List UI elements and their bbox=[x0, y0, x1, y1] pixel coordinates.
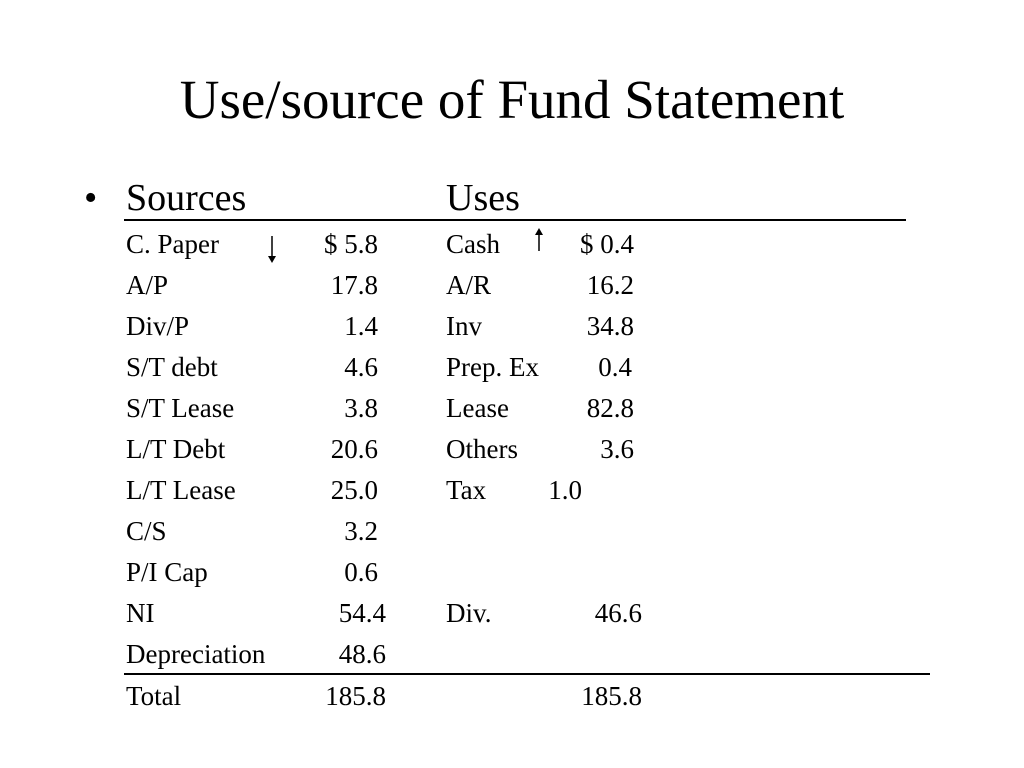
uses-value: 34.8 bbox=[586, 311, 634, 341]
uses-label: Cash bbox=[446, 229, 500, 259]
sources-label: P/I Cap bbox=[126, 557, 208, 587]
arrow-up-icon bbox=[532, 227, 546, 253]
sources-value: 25.0 bbox=[330, 475, 378, 505]
sources-label: C. Paper bbox=[126, 229, 219, 259]
sources-value: 0.6 bbox=[344, 557, 378, 587]
sources-value: 17.8 bbox=[330, 270, 378, 300]
sources-header: Sources bbox=[126, 177, 247, 219]
uses-value: 3.6 bbox=[600, 434, 634, 464]
uses-header: Uses bbox=[446, 177, 520, 219]
uses-label: Div. bbox=[446, 598, 492, 628]
uses-value: 0.4 bbox=[598, 352, 632, 382]
sources-label: Div/P bbox=[126, 311, 190, 341]
sources-label: L/T Lease bbox=[126, 475, 236, 505]
sources-value: $ 5.8 bbox=[324, 229, 378, 259]
uses-value: $ 0.4 bbox=[580, 229, 634, 259]
uses-value: 82.8 bbox=[586, 393, 634, 423]
total-sources-value: 185.8 bbox=[325, 681, 386, 711]
sources-value: 48.6 bbox=[338, 639, 386, 669]
total-label: Total bbox=[126, 681, 182, 711]
sources-value: 20.6 bbox=[330, 434, 378, 464]
sources-label: S/T debt bbox=[126, 352, 218, 382]
uses-label: Tax bbox=[446, 475, 487, 505]
uses-label: Inv bbox=[446, 311, 482, 341]
arrow-down-icon bbox=[265, 234, 279, 264]
uses-label: A/R bbox=[446, 270, 492, 300]
sources-label: L/T Debt bbox=[126, 434, 226, 464]
uses-value: 1.0 bbox=[548, 475, 582, 505]
uses-label: Lease bbox=[446, 393, 509, 423]
sources-label: A/P bbox=[126, 270, 169, 300]
slide-title: Use/source of Fund Statement bbox=[179, 69, 845, 130]
bullet-point: • bbox=[84, 177, 98, 219]
sources-label: C/S bbox=[126, 516, 167, 546]
sources-value: 4.6 bbox=[344, 352, 378, 382]
header-rule bbox=[124, 219, 906, 221]
sources-label: S/T Lease bbox=[126, 393, 235, 423]
sources-label: Depreciation bbox=[126, 639, 266, 669]
uses-value: 46.6 bbox=[594, 598, 642, 628]
total-uses-value: 185.8 bbox=[581, 681, 642, 711]
sources-label: NI bbox=[126, 598, 155, 628]
sources-value: 1.4 bbox=[344, 311, 378, 341]
total-rule bbox=[124, 673, 930, 675]
sources-value: 3.8 bbox=[344, 393, 378, 423]
uses-label: Prep. Ex bbox=[446, 352, 539, 382]
sources-value: 54.4 bbox=[338, 598, 386, 628]
uses-value: 16.2 bbox=[586, 270, 634, 300]
sources-value: 3.2 bbox=[344, 516, 378, 546]
uses-label: Others bbox=[446, 434, 518, 464]
